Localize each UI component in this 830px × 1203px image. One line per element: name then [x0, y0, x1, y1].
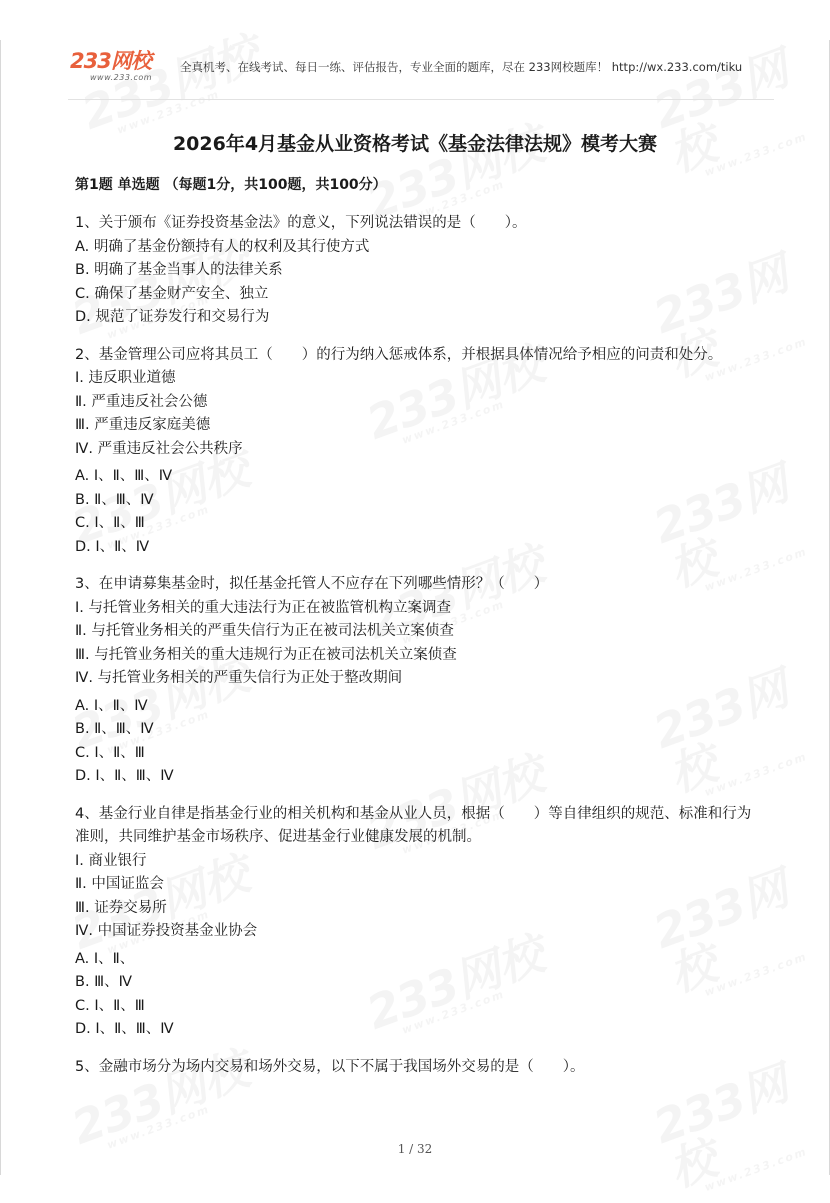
statement-i: Ⅰ. 违反职业道德	[75, 370, 176, 386]
option-b: B. Ⅲ、Ⅳ	[75, 974, 133, 990]
question-5	[75, 1056, 765, 1080]
option-b: B. Ⅱ、Ⅲ、Ⅳ	[75, 491, 154, 508]
statement-list	[75, 597, 765, 691]
question-3	[75, 573, 765, 789]
page-indicator: 1 / 32	[397, 1142, 433, 1156]
question-stem: 5、金融市场分为场内交易和场外交易，以下不属于我国场外交易的是（ ）。	[75, 1058, 585, 1075]
statement-ii: Ⅱ. 严重违反社会公德	[75, 393, 208, 410]
question-stem: 1、关于颁布《证券投资基金法》的意义，下列说法错误的是（ ）。	[75, 215, 527, 231]
logo-url: www.233.com	[90, 73, 153, 82]
option-b: B. 明确了基金当事人的法律关系	[75, 262, 283, 278]
document-title: 2026年4月基金从业资格考试《基金法律法规》模考大赛	[172, 133, 658, 155]
page-edge-left	[0, 40, 1, 1175]
option-a: A. Ⅰ、Ⅱ、Ⅳ	[75, 697, 148, 714]
statement-i: Ⅰ. 与托管业务相关的重大违法行为正在被监管机构立案调查	[75, 599, 451, 616]
statement-iv: Ⅳ. 与托管业务相关的严重失信行为正处于整改期间	[75, 670, 403, 686]
question-2	[75, 344, 765, 560]
option-c: C. Ⅰ、Ⅱ、Ⅲ	[75, 744, 145, 761]
brand-logo[interactable]	[70, 49, 170, 82]
option-b: B. Ⅱ、Ⅲ、Ⅳ	[75, 721, 154, 737]
option-a: A. 明确了基金份额持有人的权利及其行使方式	[75, 238, 370, 255]
statement-ii: Ⅱ. 中国证监会	[75, 876, 164, 892]
option-d: D. Ⅰ、Ⅱ、Ⅳ	[75, 538, 150, 555]
section-heading: 第1题 单选题 （每题1分，共100题，共100分）	[75, 177, 387, 193]
question-stem: 4、基金行业自律是指基金行业的相关机构和基金从业人员，根据（ ）等自律组织的规范、标准和行为准则，共同维护基金市场秩序、促进基金行业健康发展的机制。	[75, 805, 752, 845]
header-divider	[68, 99, 774, 100]
question-1	[75, 212, 765, 330]
option-c: C. Ⅰ、Ⅱ、Ⅲ	[75, 515, 145, 531]
option-d: D. 规范了证券发行和交易行为	[75, 309, 270, 325]
option-c: C. Ⅰ、Ⅱ、Ⅲ	[75, 997, 145, 1014]
page-header	[68, 45, 776, 99]
question-stem: 2、基金管理公司应将其员工（ ）的行为纳入惩戒体系，并根据具体情况给予相应的问责和处分。	[75, 346, 723, 363]
option-a: A. Ⅰ、Ⅱ、	[75, 950, 135, 967]
header-tagline: 全真机考、在线考试、每日一练、评估报告，专业全面的题库，尽在 233网校题库！ http://wx.233.com/tiku	[180, 60, 743, 74]
logo-wordmark: 233网校	[70, 49, 151, 73]
question-stem: 3、在申请募集基金时，拟任基金托管人不应存在下列哪些情形？（ ）	[75, 576, 549, 592]
statement-iii: Ⅲ. 与托管业务相关的重大违规行为正在被司法机关立案侦查	[75, 646, 457, 663]
option-d: D. Ⅰ、Ⅱ、Ⅲ、Ⅳ	[75, 768, 174, 784]
option-c: C. 确保了基金财产安全、独立	[75, 285, 269, 302]
document-body	[75, 128, 765, 1093]
statement-iii: Ⅲ. 严重违反家庭美德	[75, 417, 211, 433]
statement-list	[75, 850, 765, 944]
option-a: A. Ⅰ、Ⅱ、Ⅲ、Ⅳ	[75, 468, 173, 484]
statement-iv: Ⅳ. 中国证券投资基金业协会	[75, 923, 258, 939]
question-4	[75, 803, 765, 1042]
option-d: D. Ⅰ、Ⅱ、Ⅲ、Ⅳ	[75, 1021, 174, 1037]
statement-list	[75, 367, 765, 461]
statement-iv: Ⅳ. 严重违反社会公共秩序	[75, 440, 243, 457]
statement-iii: Ⅲ. 证券交易所	[75, 899, 167, 916]
statement-ii: Ⅱ. 与托管业务相关的严重失信行为正在被司法机关立案侦查	[75, 623, 454, 639]
statement-i: Ⅰ. 商业银行	[75, 852, 147, 869]
